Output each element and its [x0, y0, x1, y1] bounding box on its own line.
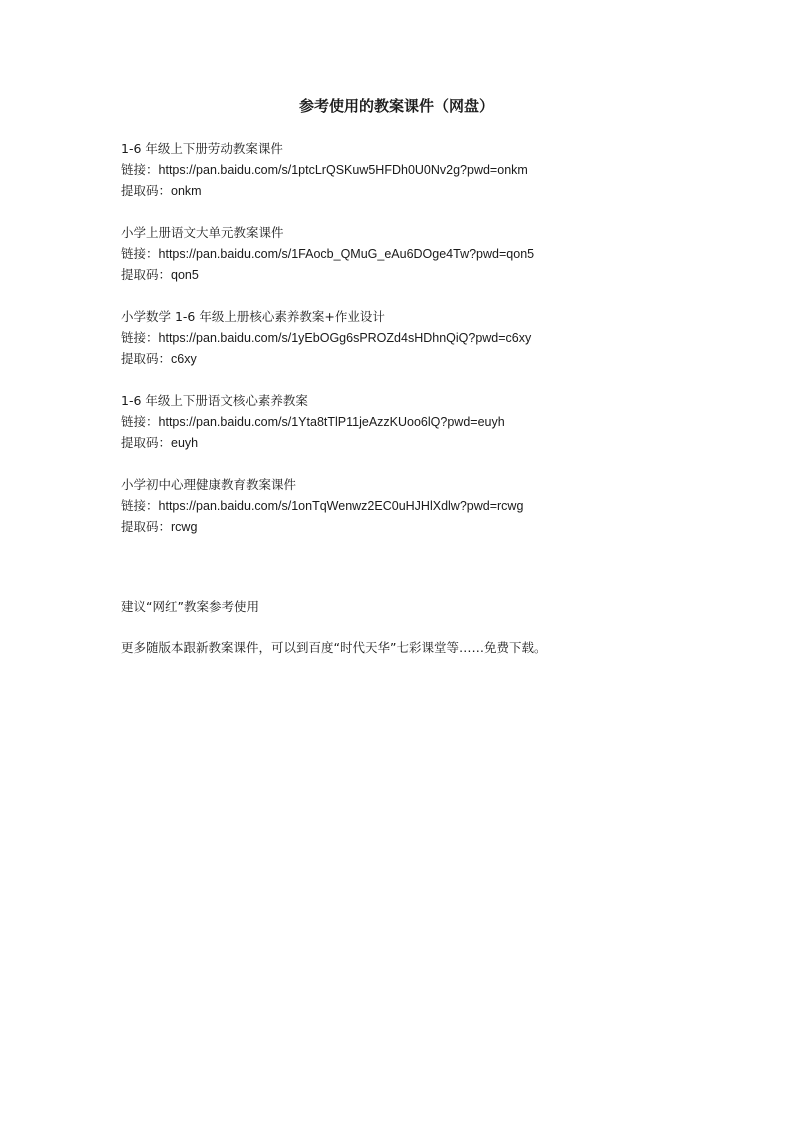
code-label: 提取码：: [121, 267, 172, 282]
code-label: 提取码：: [121, 519, 172, 534]
entry-code-line: [121, 516, 741, 537]
entry-link-line: [121, 327, 741, 348]
code-value: euyh: [171, 436, 199, 450]
entry-code-line: [121, 348, 741, 369]
code-value: onkm: [171, 184, 202, 198]
link-url[interactable]: https://pan.baidu.com/s/1yEbOGg6sPROZd4sHDhnQiQ?pwd=c6xy: [158, 331, 532, 345]
entry-code-line: [121, 264, 741, 285]
resource-entry: [121, 390, 741, 453]
entry-heading: 小学初中心理健康教育教案课件: [121, 477, 297, 492]
code-value: qon5: [171, 268, 199, 282]
link-label: 链接：: [121, 414, 159, 429]
resource-list: [121, 138, 741, 558]
document-title: 参考使用的教案课件（网盘）: [298, 97, 494, 115]
entry-heading: 小学上册语文大单元教案课件: [121, 225, 284, 240]
download-note: 更多随版本跟新教案课件，可以到百度“时代天华”七彩课堂等……免费下载。: [121, 640, 547, 655]
entry-heading: 1-6 年级上下册语文核心素养教案: [121, 393, 308, 408]
link-url[interactable]: https://pan.baidu.com/s/1ptcLrQSKuw5HFDh0U0Nv2g?pwd=onkm: [158, 163, 528, 177]
link-url[interactable]: https://pan.baidu.com/s/1Yta8tTlP11jeAzzKUoo6lQ?pwd=euyh: [158, 415, 505, 429]
code-value: rcwg: [171, 520, 198, 534]
resource-entry: [121, 222, 741, 285]
entry-link-line: [121, 159, 741, 180]
link-label: 链接：: [121, 498, 159, 513]
link-url[interactable]: https://pan.baidu.com/s/1FAocb_QMuG_eAu6DOge4Tw?pwd=qon5: [158, 247, 535, 261]
link-label: 链接：: [121, 246, 159, 261]
recommendation-note: 建议“网红”教案参考使用: [121, 599, 259, 614]
entry-link-line: [121, 411, 741, 432]
notes-section: [121, 596, 741, 678]
entry-code-line: [121, 432, 741, 453]
resource-entry: [121, 138, 741, 201]
code-value: c6xy: [171, 352, 197, 366]
entry-link-line: [121, 495, 741, 516]
code-label: 提取码：: [121, 435, 172, 450]
entry-heading: 1-6 年级上下册劳动教案课件: [121, 141, 283, 156]
code-label: 提取码：: [121, 351, 172, 366]
resource-entry: [121, 474, 741, 537]
code-label: 提取码：: [121, 183, 172, 198]
entry-heading: 小学数学 1-6 年级上册核心素养教案+作业设计: [121, 309, 385, 324]
resource-entry: [121, 306, 741, 369]
link-label: 链接：: [121, 330, 159, 345]
link-label: 链接：: [121, 162, 159, 177]
link-url[interactable]: https://pan.baidu.com/s/1onTqWenwz2EC0uHJHlXdlw?pwd=rcwg: [158, 499, 524, 513]
entry-code-line: [121, 180, 741, 201]
entry-link-line: [121, 243, 741, 264]
